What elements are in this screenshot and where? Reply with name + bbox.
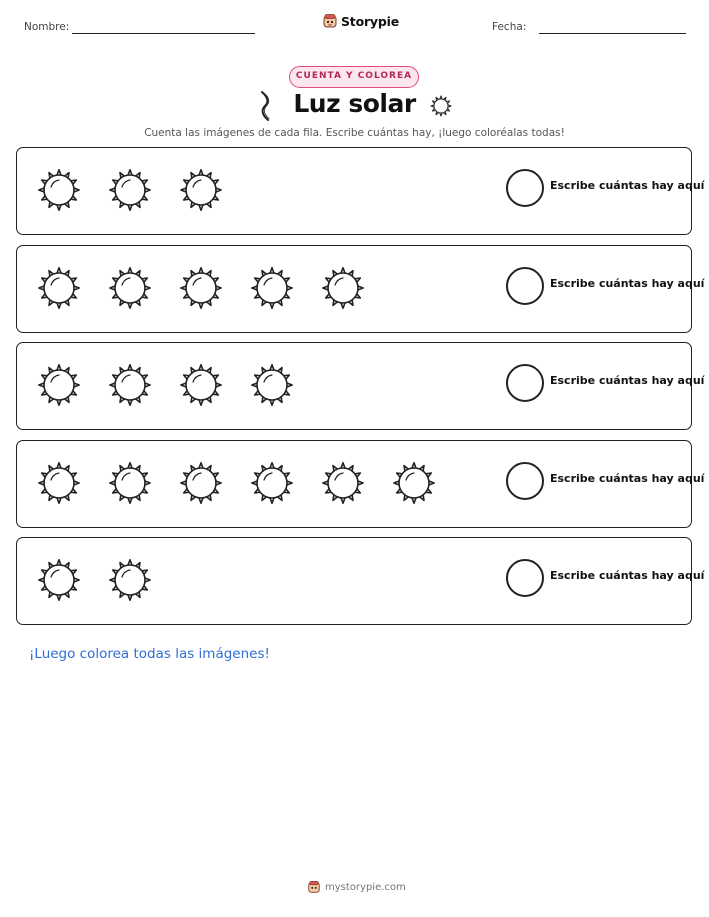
sun-icon [426, 91, 456, 121]
answer-circle[interactable] [506, 364, 544, 402]
sun-icon[interactable] [313, 453, 373, 513]
answer-circle[interactable] [506, 559, 544, 597]
answer-circle[interactable] [506, 462, 544, 500]
sun-icon[interactable] [100, 453, 160, 513]
date-label: Fecha: [492, 21, 527, 33]
date-line[interactable] [539, 33, 686, 34]
footer-note: ¡Luego colorea todas las imágenes! [29, 646, 270, 662]
sun-icon[interactable] [29, 355, 89, 415]
sun-group [29, 550, 160, 612]
sun-icon[interactable] [242, 453, 302, 513]
sun-icon[interactable] [100, 355, 160, 415]
page-title: Luz solar [293, 89, 416, 118]
sun-icon[interactable] [29, 453, 89, 513]
sun-group [29, 258, 373, 320]
sun-icon[interactable] [171, 453, 231, 513]
answer-label: Escribe cuántas hay aquí [550, 277, 705, 290]
category-badge: CUENTA Y COLOREA [289, 66, 419, 88]
sun-icon[interactable] [384, 453, 444, 513]
sun-icon[interactable] [171, 160, 231, 220]
sun-icon[interactable] [100, 160, 160, 220]
sun-icon[interactable] [100, 258, 160, 318]
count-row [16, 440, 705, 528]
storypie-logo-icon [307, 880, 321, 894]
sun-icon[interactable] [242, 258, 302, 318]
answer-circle[interactable] [506, 169, 544, 207]
sun-icon[interactable] [171, 258, 231, 318]
instructions: Cuenta las imágenes de cada fila. Escribe cuántas hay, ¡luego coloréalas todas! [144, 127, 565, 139]
sun-icon[interactable] [242, 355, 302, 415]
site-footer [307, 880, 406, 894]
sun-icon[interactable] [29, 550, 89, 610]
sun-icon[interactable] [29, 258, 89, 318]
sun-icon[interactable] [171, 355, 231, 415]
answer-label: Escribe cuántas hay aquí [550, 472, 705, 485]
brand-name: Storypie [341, 13, 399, 29]
count-row [16, 342, 705, 430]
storypie-logo-icon [322, 13, 338, 29]
sun-group [29, 160, 231, 222]
site-url: mystorypie.com [325, 881, 406, 893]
brand [322, 13, 399, 29]
answer-circle[interactable] [506, 267, 544, 305]
sun-icon[interactable] [313, 258, 373, 318]
sun-icon[interactable] [100, 550, 160, 610]
name-label: Nombre: [24, 21, 70, 33]
count-row [16, 245, 705, 333]
sun-group [29, 453, 444, 515]
answer-label: Escribe cuántas hay aquí [550, 374, 705, 387]
count-row [16, 147, 705, 235]
name-line[interactable] [72, 33, 255, 34]
count-row [16, 537, 705, 625]
sun-group [29, 355, 302, 417]
answer-label: Escribe cuántas hay aquí [550, 179, 705, 192]
answer-label: Escribe cuántas hay aquí [550, 569, 705, 582]
sun-icon[interactable] [29, 160, 89, 220]
